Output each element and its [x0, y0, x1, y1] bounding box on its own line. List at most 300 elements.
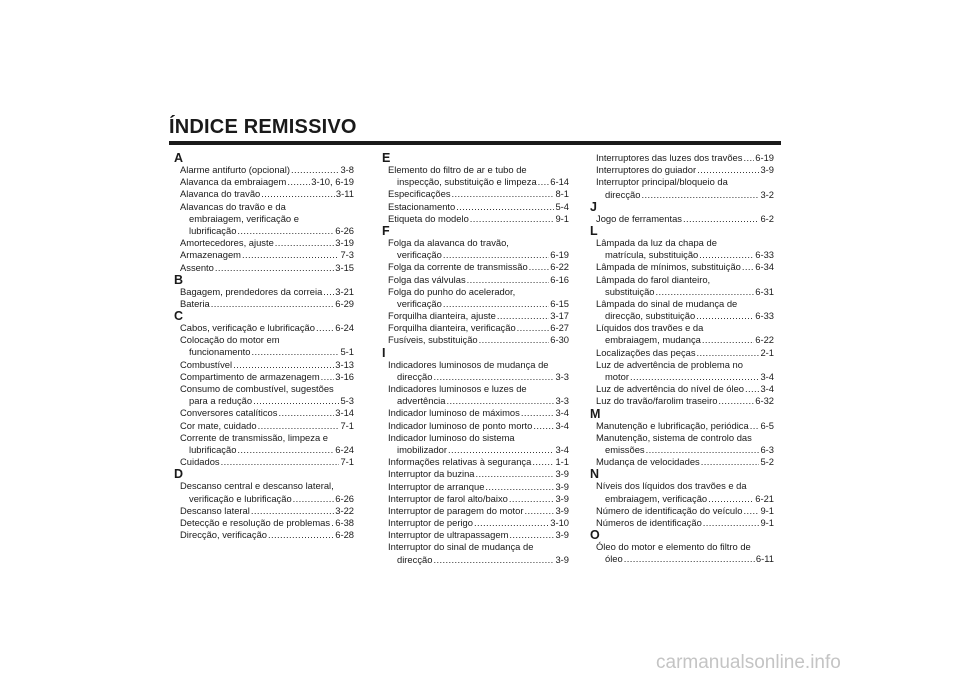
dot-leader	[287, 176, 310, 188]
dot-leader	[743, 152, 754, 164]
entry-text: Especificações	[388, 188, 451, 200]
entry-page-ref: 3-14	[335, 407, 354, 419]
entry-page-ref: 6-31	[755, 285, 774, 297]
entry-text: Forquilha dianteira, ajuste	[388, 310, 496, 322]
index-entry	[590, 189, 774, 201]
entry-page-ref: 3-9	[555, 504, 569, 516]
index-entry	[382, 529, 569, 541]
entry-page-ref: 3-4	[555, 443, 569, 455]
entry-text: Indicador luminoso de ponto morto	[388, 419, 533, 431]
index-entry	[174, 322, 354, 334]
entry-page-ref: 3-4	[760, 371, 774, 382]
entry-text: embraiagem, mudança	[605, 334, 701, 346]
entry-text: embraiagem, verificação e	[189, 212, 299, 224]
dot-leader	[696, 310, 754, 322]
index-letter: D	[174, 467, 184, 482]
entry-text: Folga das válvulas	[388, 273, 466, 285]
entry-page-ref: 5-2	[760, 456, 774, 468]
index-entry	[382, 322, 569, 334]
entry-page-ref: 2-1	[760, 346, 774, 358]
index-entry	[382, 274, 569, 286]
index-entry	[382, 164, 569, 176]
index-entry	[590, 310, 774, 322]
dot-leader	[278, 407, 334, 419]
index-entry	[174, 176, 354, 188]
dot-leader	[253, 395, 339, 407]
index-entry	[382, 310, 569, 322]
entry-page-ref: 7-1	[340, 456, 354, 468]
index-entry	[590, 298, 774, 310]
dot-leader	[697, 347, 760, 359]
entry-page-ref: 3-4	[555, 419, 569, 431]
entry-text: Estacionamento	[388, 200, 456, 212]
index-entry	[590, 322, 774, 334]
index-entry	[382, 286, 569, 298]
entry-text: Conversores catalíticos	[180, 407, 278, 419]
index-entry	[382, 188, 569, 200]
index-entry	[174, 298, 354, 310]
index-entry	[382, 237, 569, 249]
index-entry	[174, 432, 354, 444]
dot-leader	[743, 505, 759, 517]
entry-text: emissões	[605, 443, 645, 455]
index-entry	[174, 444, 354, 456]
index-entry	[174, 359, 354, 371]
dot-leader	[261, 188, 335, 200]
dot-leader	[470, 213, 555, 225]
entry-text: para a redução	[189, 395, 253, 407]
entry-text: Alavanca do travão	[180, 188, 261, 200]
entry-text: Combustível	[180, 358, 233, 370]
entry-page-ref: 3-4	[760, 383, 774, 395]
entry-page-ref: 6-3	[760, 443, 774, 455]
entry-text: lubrificação	[189, 443, 237, 455]
dot-leader	[476, 468, 555, 480]
entry-page-ref: 6-22	[755, 334, 774, 346]
entry-text: Número de identificação do veículo	[596, 504, 743, 516]
entry-page-ref: 6-27	[550, 322, 569, 334]
dot-leader	[233, 359, 334, 371]
entry-text: Interruptor de perigo	[388, 517, 473, 529]
dot-leader	[323, 286, 334, 298]
index-entry	[174, 334, 354, 346]
index-column-1	[174, 152, 354, 541]
index-entry	[382, 456, 569, 468]
index-entry	[382, 420, 569, 432]
entry-text: Jogo de ferramentas	[596, 212, 682, 224]
entry-text: inspecção, substituição e limpeza	[397, 176, 537, 188]
index-entry	[382, 213, 569, 225]
entry-text: advertência	[397, 395, 446, 407]
entry-page-ref: 6-38	[335, 516, 354, 528]
dot-leader	[521, 407, 555, 419]
entry-text: Bagagem, prendedores da correia	[180, 285, 323, 297]
entry-page-ref: 3-11	[335, 188, 354, 200]
index-entry	[590, 383, 774, 395]
dot-leader	[474, 517, 549, 529]
index-letter: A	[174, 151, 184, 165]
dot-leader	[433, 554, 554, 566]
index-entry	[590, 432, 774, 444]
dot-leader	[448, 444, 554, 456]
dot-leader	[291, 164, 339, 176]
entry-text: direcção, substituição	[605, 310, 696, 322]
index-letter: C	[174, 309, 184, 324]
entry-page-ref: 3-2	[760, 188, 774, 200]
entry-page-ref: 3-4	[555, 407, 569, 419]
dot-leader	[750, 420, 760, 432]
entry-text: Luz do travão/farolim traseiro	[596, 395, 718, 407]
index-entry	[382, 395, 569, 407]
entry-text: Detecção e resolução de problemas	[180, 516, 331, 528]
entry-page-ref: 6-22	[550, 261, 569, 273]
dot-leader	[701, 456, 760, 468]
dot-leader	[443, 298, 549, 310]
index-entry	[382, 298, 569, 310]
entry-text: Compartimento de armazenagem	[180, 370, 320, 382]
entry-text: Interruptor de ultrapassagem	[388, 529, 509, 541]
entry-page-ref: 7-1	[340, 419, 354, 431]
dot-leader	[718, 395, 754, 407]
page-title: ÍNDICE REMISSIVO	[169, 116, 357, 138]
entry-page-ref: 6-16	[550, 273, 569, 285]
index-entry	[382, 176, 569, 188]
index-column-3	[590, 152, 774, 565]
dot-leader	[321, 371, 335, 383]
dot-leader	[467, 274, 550, 286]
entry-text: Cuidados	[180, 456, 220, 468]
dot-leader	[251, 505, 334, 517]
entry-page-ref: 6-26	[335, 492, 354, 504]
entry-text: Alarme antifurto (opcional)	[180, 164, 290, 175]
dot-leader	[532, 456, 554, 468]
entry-page-ref: 3-17	[550, 310, 569, 322]
index-entry	[174, 529, 354, 541]
index-entry	[174, 188, 354, 200]
index-entry	[590, 334, 774, 346]
index-entry	[590, 444, 774, 456]
index-entry	[382, 432, 569, 444]
entry-text: Consumo de combustível, sugestões	[180, 383, 334, 394]
entry-text: Fusíveis, substituição	[388, 334, 478, 346]
dot-leader	[699, 249, 754, 261]
entry-text: Interruptor de farol alto/baixo	[388, 492, 508, 504]
entry-page-ref: 6-29	[335, 297, 354, 309]
index-letter: J	[590, 199, 597, 214]
entry-text: Mudança de velocidades	[596, 456, 700, 468]
index-entry	[174, 480, 354, 492]
index-entry	[382, 541, 569, 553]
index-letter: E	[382, 151, 391, 165]
entry-page-ref: 5-4	[555, 200, 569, 212]
index-entry	[174, 420, 354, 432]
index-entry	[590, 493, 774, 505]
dot-leader	[509, 529, 554, 541]
entry-text: Alavancas do travão e da	[180, 200, 286, 212]
index-letter: O	[590, 528, 600, 543]
index-entry	[174, 225, 354, 237]
index-entry	[382, 407, 569, 419]
entry-page-ref: 3-10, 6-19	[311, 176, 354, 188]
index-entry	[174, 493, 354, 505]
index-entry	[590, 249, 774, 261]
watermark-text[interactable]: carmanualsonline.info	[656, 652, 841, 673]
index-entry	[590, 517, 774, 529]
dot-leader	[683, 213, 759, 225]
entry-text: Lâmpada do sinal de mudança de	[596, 297, 738, 309]
dot-leader	[215, 262, 334, 274]
entry-text: Armazenagem	[180, 249, 241, 261]
dot-leader	[275, 237, 334, 249]
index-entry	[382, 517, 569, 529]
entry-text: direcção	[605, 188, 641, 200]
index-entry	[590, 395, 774, 407]
entry-page-ref: 6-14	[550, 176, 569, 188]
dot-leader	[221, 456, 340, 468]
entry-text: Descanso lateral	[180, 504, 250, 516]
dot-leader	[745, 383, 759, 395]
dot-leader	[211, 298, 335, 310]
dot-leader	[316, 322, 334, 334]
entry-page-ref: 3-10	[550, 517, 569, 529]
entry-page-ref: 9-1	[760, 504, 774, 516]
entry-page-ref: 3-9	[760, 164, 774, 176]
index-letter: N	[590, 467, 600, 482]
index-letter: L	[590, 223, 598, 238]
dot-leader	[293, 493, 335, 505]
entry-page-ref: 6-28	[335, 529, 354, 541]
index-entry	[174, 262, 354, 274]
index-entry	[590, 371, 774, 383]
entry-text: imobilizador	[397, 443, 448, 455]
dot-leader	[509, 493, 555, 505]
entry-text: Números de identificação	[596, 516, 702, 528]
entry-text: Folga do punho do acelerador,	[388, 285, 516, 297]
entry-page-ref: 6-32	[755, 395, 774, 407]
entry-text: Líquidos dos travões e da	[596, 322, 704, 334]
entry-page-ref: 3-3	[555, 370, 569, 382]
index-letter: B	[174, 272, 184, 287]
index-letter: M	[590, 406, 601, 421]
entry-text: Cor mate, cuidado	[180, 419, 257, 431]
entry-page-ref: 3-16	[335, 370, 354, 382]
entry-text: Lâmpada da luz da chapa de	[596, 236, 717, 248]
dot-leader	[446, 395, 554, 407]
entry-text: Interruptores do guiador	[596, 164, 697, 176]
index-letter: F	[382, 223, 390, 238]
dot-leader	[433, 371, 554, 383]
dot-leader	[258, 420, 340, 432]
entry-page-ref: 6-5	[760, 419, 774, 431]
entry-page-ref: 6-33	[755, 249, 774, 261]
entry-text: Assento	[180, 261, 214, 273]
dot-leader	[529, 261, 550, 273]
index-entry	[174, 164, 354, 176]
entry-text: lubrificação	[189, 224, 237, 236]
entry-text: matrícula, substituição	[605, 249, 699, 261]
entry-page-ref: 3-9	[555, 492, 569, 504]
index-entry	[174, 505, 354, 517]
entry-text: Interruptor principal/bloqueio da	[596, 176, 728, 188]
entry-page-ref: 7-3	[340, 249, 354, 261]
dot-leader	[497, 310, 549, 322]
entry-page-ref: 6-24	[335, 322, 354, 334]
entry-page-ref: 3-9	[555, 468, 569, 480]
entry-page-ref: 9-1	[760, 516, 774, 528]
entry-text: Interruptor de arranque	[388, 480, 485, 492]
index-entry	[382, 201, 569, 213]
entry-page-ref: 3-15	[335, 261, 354, 273]
entry-text: Direcção, verificação	[180, 529, 268, 541]
index-entry	[174, 201, 354, 213]
entry-text: Descanso central e descanso lateral,	[180, 480, 334, 492]
dot-leader	[703, 517, 760, 529]
dot-leader	[517, 322, 550, 334]
entry-page-ref: 3-9	[555, 529, 569, 541]
entry-text: Lâmpada de mínimos, substituição	[596, 261, 741, 273]
index-entry	[590, 456, 774, 468]
index-entry	[382, 261, 569, 273]
entry-text: substituição	[605, 285, 655, 297]
entry-page-ref: 3-9	[555, 553, 569, 565]
entry-page-ref: 6-15	[550, 297, 569, 309]
dot-leader	[456, 201, 554, 213]
entry-text: Indicador luminoso de máximos	[388, 407, 520, 419]
entry-text: óleo	[605, 553, 623, 565]
entry-page-ref: 6-11	[755, 553, 774, 565]
index-column-2	[382, 152, 569, 566]
entry-text: Interruptor de paragem do motor	[388, 504, 524, 516]
entry-text: Bateria	[180, 297, 210, 309]
index-entry	[590, 541, 774, 553]
dot-leader	[237, 225, 334, 237]
dot-leader	[656, 286, 755, 298]
entry-text: Interruptores das luzes dos travões	[596, 152, 743, 163]
entry-page-ref: 3-3	[555, 395, 569, 407]
index-entry	[382, 371, 569, 383]
title-rule	[169, 141, 781, 145]
entry-text: Colocação do motor em	[180, 334, 280, 346]
index-entry	[382, 493, 569, 505]
index-entry	[590, 164, 774, 176]
index-entry	[174, 456, 354, 468]
entry-page-ref: 6-24	[335, 443, 354, 455]
index-entry	[590, 213, 774, 225]
index-entry	[590, 553, 774, 565]
dot-leader	[702, 334, 754, 346]
entry-page-ref: 6-2	[760, 212, 774, 224]
index-entry	[590, 347, 774, 359]
dot-leader	[708, 493, 754, 505]
index-entry	[174, 407, 354, 419]
entry-text: direcção	[397, 370, 433, 382]
dot-leader	[624, 553, 755, 565]
index-entry	[174, 286, 354, 298]
dot-leader	[443, 249, 549, 261]
entry-page-ref: 9-1	[555, 212, 569, 224]
index-entry	[382, 444, 569, 456]
index-entry	[382, 481, 569, 493]
entry-page-ref: 3-13	[335, 358, 354, 370]
index-entry	[590, 176, 774, 188]
entry-page-ref: 8-1	[555, 188, 569, 200]
index-entry	[174, 249, 354, 261]
index-entry	[590, 505, 774, 517]
entry-text: Localizações das peças	[596, 346, 696, 358]
entry-text: Cabos, verificação e lubrificação	[180, 322, 315, 334]
index-entry	[382, 359, 569, 371]
entry-text: verificação	[397, 297, 442, 309]
entry-text: Indicador luminoso do sistema	[388, 431, 515, 443]
entry-text: Óleo do motor e elemento do filtro de	[596, 541, 751, 553]
entry-text: Folga da corrente de transmissão	[388, 261, 528, 273]
entry-text: direcção	[397, 553, 433, 565]
dot-leader	[252, 346, 340, 358]
dot-leader	[641, 189, 759, 201]
entry-page-ref: 6-19	[755, 152, 774, 163]
index-letter: I	[382, 345, 386, 360]
dot-leader	[242, 249, 339, 261]
entry-page-ref: 6-21	[755, 492, 774, 504]
index-entry	[590, 286, 774, 298]
entry-text: Níveis dos líquidos dos travões e da	[596, 480, 747, 492]
entry-page-ref: 6-30	[550, 334, 569, 346]
entry-page-ref: 3-21	[335, 285, 354, 297]
entry-text: Indicadores luminosos e luzes de	[388, 383, 527, 394]
index-entry	[174, 346, 354, 358]
index-entry	[590, 237, 774, 249]
dot-leader	[697, 164, 759, 176]
index-entry	[382, 383, 569, 395]
entry-page-ref: 3-9	[555, 480, 569, 492]
index-entry	[590, 261, 774, 273]
entry-text: Folga da alavanca do travão,	[388, 236, 509, 248]
index-entry	[382, 334, 569, 346]
entry-page-ref: 5-3	[340, 395, 354, 407]
dot-leader	[237, 444, 334, 456]
index-entry	[382, 505, 569, 517]
index-entry	[382, 468, 569, 480]
entry-text: Corrente de transmissão, limpeza e	[180, 431, 328, 443]
entry-text: embraiagem, verificação	[605, 492, 708, 504]
index-entry	[590, 420, 774, 432]
entry-page-ref: 6-26	[335, 224, 354, 236]
entry-text: verificação	[397, 249, 442, 261]
index-entry	[382, 554, 569, 566]
entry-text: Elemento do filtro de ar e tubo de	[388, 164, 527, 175]
index-entry	[174, 395, 354, 407]
dot-leader	[538, 176, 550, 188]
dot-leader	[331, 517, 334, 529]
dot-leader	[646, 444, 760, 456]
dot-leader	[630, 371, 759, 383]
entry-page-ref: 6-19	[550, 249, 569, 261]
entry-text: Interruptor da buzina	[388, 468, 475, 480]
entry-page-ref: 1-1	[555, 456, 569, 468]
entry-text: Forquilha dianteira, verificação	[388, 322, 516, 334]
entry-text: motor	[605, 371, 629, 382]
index-entry	[174, 383, 354, 395]
entry-page-ref: 6-34	[755, 261, 774, 273]
entry-text: Manutenção e lubrificação, periódica	[596, 419, 749, 431]
entry-text: Manutenção, sistema de controlo das	[596, 431, 752, 443]
entry-text: Luz de advertência do nível de óleo	[596, 383, 745, 395]
dot-leader	[452, 188, 555, 200]
entry-text: Amortecedores, ajuste	[180, 237, 274, 249]
index-entry	[174, 371, 354, 383]
entry-text: verificação e lubrificação	[189, 492, 292, 504]
index-entry	[174, 237, 354, 249]
